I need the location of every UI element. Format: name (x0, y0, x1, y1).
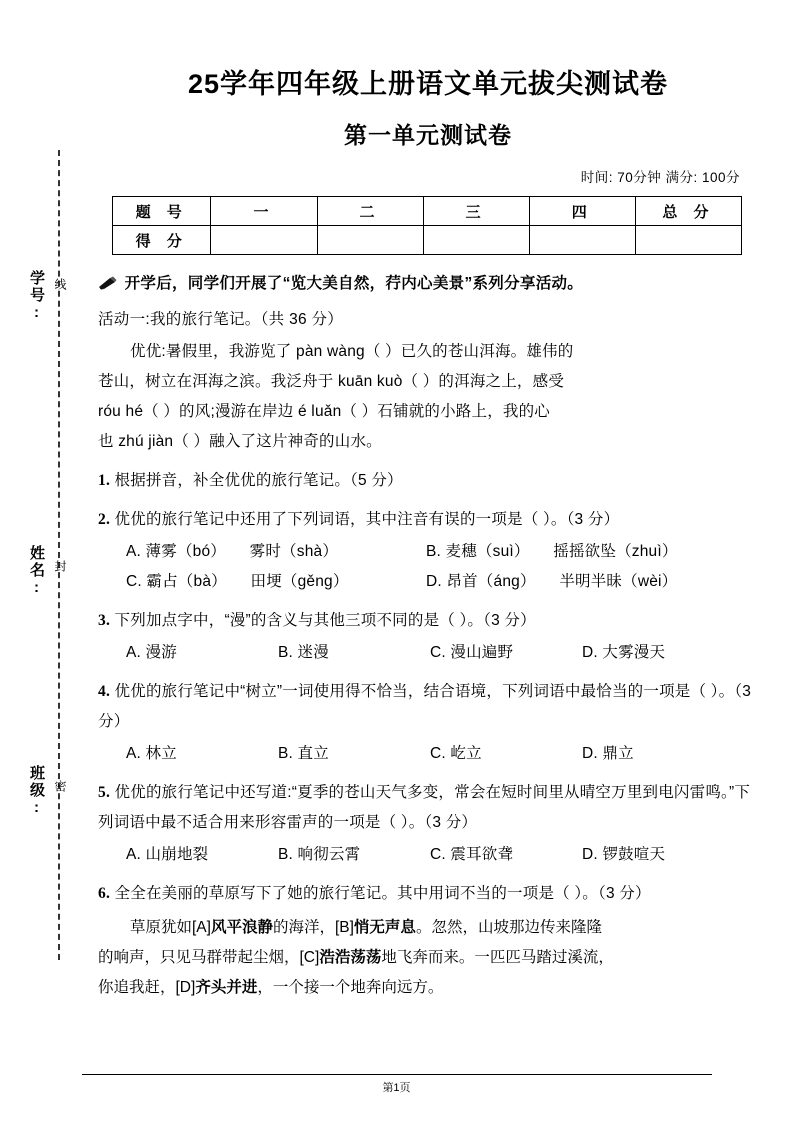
footer-divider (82, 1074, 712, 1075)
question-5-option-a[interactable]: A. 山崩地裂 (126, 846, 209, 863)
question-6-passage (98, 913, 758, 1003)
passage-line-3: róu hé（ ）的风;漫游在岸边 é luǎn（ ）石铺就的小路上，我的心 (98, 403, 551, 420)
q6-underlined-a: 风平浪静 (210, 919, 273, 936)
question-2-option-b[interactable]: B. 麦穗（suì） 摇摇欲坠（zhuì） (426, 543, 678, 560)
passage-line-1: 优优:暑假里，我游览了 pàn wàng（ ）已久的苍山洱海。雄伟的 (130, 343, 574, 360)
question-3-text: 下列加点字中，“漫”的含义与其他三项不同的是（ ）。（3 分） (114, 612, 536, 629)
question-4-option-c[interactable]: C. 屹立 (430, 745, 482, 762)
label-student-number: 学号: (28, 270, 45, 323)
activity-heading: 活动一:我的旅行笔记。（共 36 分） (98, 311, 344, 328)
score-table-col-2: 二 (317, 197, 423, 226)
left-margin (0, 0, 75, 1121)
q6-line3-b: ，一个接一个地奔向远方。 (257, 979, 444, 996)
page-footer (0, 1074, 793, 1095)
question-4-number: 4. (98, 683, 111, 700)
score-table-col-3: 三 (423, 197, 529, 226)
question-2 (98, 505, 758, 535)
q6-line1-a: 草原犹如[A] (130, 919, 211, 936)
question-5-text: 优优的旅行笔记中还写道:“夏季的苍山天气多变，常会在短时间里从晴空万里到电闪雷鸣。”下列词语中最不适合用来形容雷声的一项是（ ）。（3 分） (98, 784, 751, 831)
question-3-option-d[interactable]: D. 大雾漫天 (582, 644, 666, 661)
q6-line1-b: 的海洋，[B] (272, 919, 354, 936)
question-5-number: 5. (98, 784, 111, 801)
page-title: 25学年四年级上册语文单元拔尖测试卷 (187, 69, 669, 99)
q6-line1-c: 。忽然，山坡那边传来隆隆 (415, 919, 602, 936)
question-6 (98, 879, 758, 909)
question-5-options (126, 840, 758, 870)
pencil-icon (98, 276, 118, 295)
question-2-text: 优优的旅行笔记中还用了下列词语，其中注音有误的一项是（ ）。（3 分） (114, 511, 620, 528)
question-4-option-a[interactable]: A. 林立 (126, 745, 177, 762)
score-table (112, 196, 742, 255)
question-2-option-a[interactable]: A. 薄雾（bó） 雾时（shà） (126, 543, 339, 560)
question-1-text: 根据拼音，补全优优的旅行笔记。（5 分） (114, 472, 403, 489)
score-table-value-row (113, 226, 742, 255)
q6-line3-a: 你追我赶，[D] (98, 979, 196, 996)
question-2-option-c[interactable]: C. 霸占（bà） 田埂（gěng） (126, 573, 349, 590)
question-1-number: 1. (98, 472, 111, 489)
question-5-option-d[interactable]: D. 锣鼓喧天 (582, 846, 666, 863)
question-3-option-b[interactable]: B. 迷漫 (278, 644, 329, 661)
label-student-name: 姓名: (28, 545, 45, 598)
question-2-options (126, 537, 758, 597)
label-seal-char: 封 (53, 560, 67, 574)
question-3-option-a[interactable]: A. 漫游 (126, 644, 177, 661)
page-subtitle: 第一单元测试卷 (344, 122, 512, 148)
question-5 (98, 778, 758, 838)
lead-line-text: 开学后，同学们开展了“览大美自然，荇内心美景”系列分享活动。 (124, 275, 584, 292)
page-number: 第1页 (382, 1082, 411, 1094)
question-1 (98, 466, 758, 496)
label-secret-char: 密 (53, 780, 67, 794)
score-cell-total[interactable] (635, 226, 741, 255)
score-cell-4[interactable] (529, 226, 635, 255)
question-3-options (126, 638, 758, 668)
score-table-col-1: 一 (211, 197, 317, 226)
score-table-col-total: 总 分 (635, 197, 741, 226)
q6-underlined-b: 悄无声息 (353, 919, 416, 936)
passage-line-4: 也 zhú jiàn（ ）融入了这片神奇的山水。 (98, 433, 382, 450)
q6-underlined-c: 浩浩荡荡 (319, 949, 382, 966)
exam-meta: 时间: 70分钟 满分: 100分 (580, 170, 740, 185)
question-2-number: 2. (98, 511, 111, 528)
passage-line-2: 苍山，树立在洱海之滨。我泛舟于 kuān kuò（ ）的洱海之上，感受 (98, 373, 565, 390)
lead-line-row (98, 271, 758, 295)
question-4-options (126, 739, 758, 769)
label-line-char: 线 (53, 278, 67, 292)
question-5-option-c[interactable]: C. 震耳欲聋 (430, 846, 514, 863)
question-4-option-b[interactable]: B. 直立 (278, 745, 329, 762)
score-cell-3[interactable] (423, 226, 529, 255)
question-3-option-c[interactable]: C. 漫山遍野 (430, 644, 514, 661)
label-class: 班级: (28, 765, 45, 818)
q6-line2-a: 的响声，只见马群带起尘烟，[C] (98, 949, 320, 966)
passage-paragraph (98, 337, 758, 457)
question-3 (98, 606, 758, 636)
score-cell-2[interactable] (317, 226, 423, 255)
question-3-number: 3. (98, 612, 111, 629)
q6-line2-b: 地飞奔而来。一匹匹马踏过溪流， (381, 949, 614, 966)
paper-content (98, 0, 758, 1003)
question-5-option-b[interactable]: B. 响彻云霄 (278, 846, 361, 863)
question-4-option-d[interactable]: D. 鼎立 (582, 745, 634, 762)
score-table-col-4: 四 (529, 197, 635, 226)
score-table-row-label-question: 题 号 (113, 197, 211, 226)
score-cell-1[interactable] (211, 226, 317, 255)
question-4 (98, 677, 758, 737)
question-6-text: 全全在美丽的草原写下了她的旅行笔记。其中用词不当的一项是（ ）。（3 分） (114, 885, 651, 902)
fold-dashed-line (58, 150, 60, 960)
question-2-option-d[interactable]: D. 昂首（áng） 半明半昧（wèi） (426, 573, 678, 590)
question-4-text: 优优的旅行笔记中“树立”一词使用得不恰当，结合语境，下列词语中最恰当的一项是（ ）。（3 分） (98, 683, 752, 730)
question-6-number: 6. (98, 885, 111, 902)
score-table-row-label-score: 得 分 (113, 226, 211, 255)
score-table-header-row (113, 197, 742, 226)
q6-underlined-d: 齐头并进 (195, 979, 258, 996)
